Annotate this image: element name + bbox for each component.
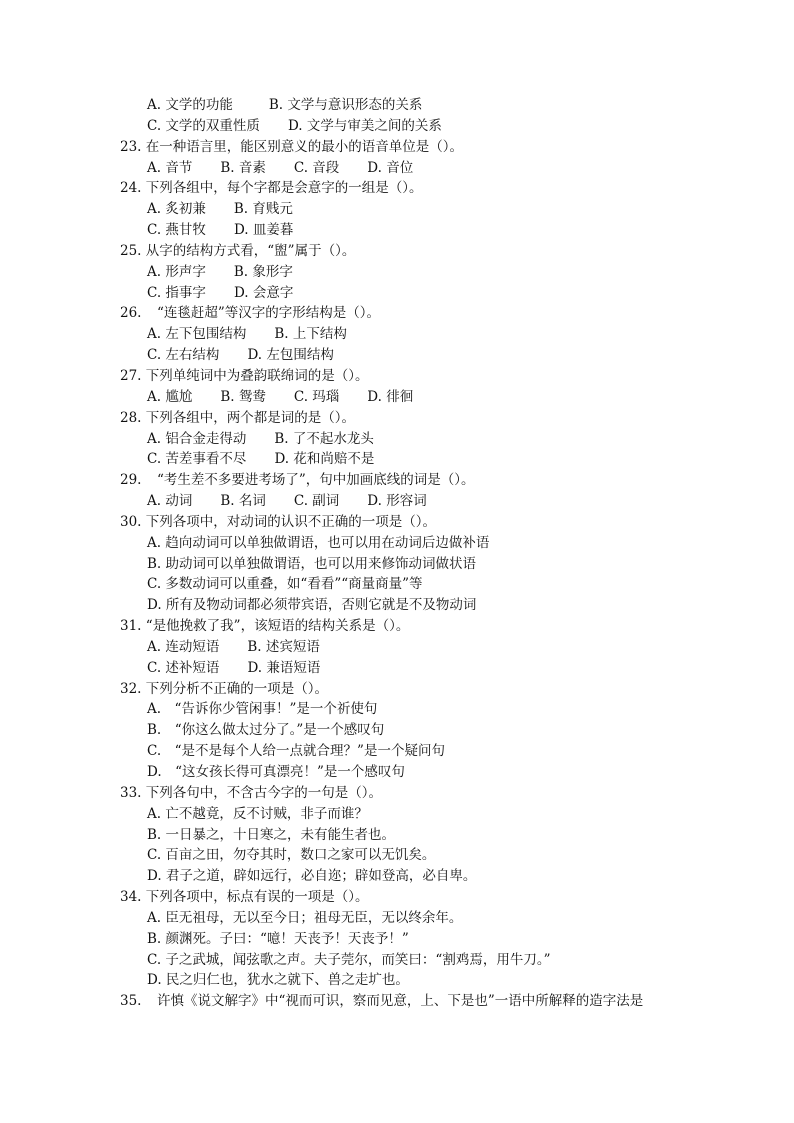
question-31 [120,616,720,637]
option-row [120,449,720,470]
option-c: C. 子之武城，闻弦歌之声。夫子莞尔，而笑曰：“割鸡焉，用牛刀。” [147,951,551,968]
option-a: A. 尴尬 [147,388,193,405]
option-a: A. 左下包围结构 [147,326,247,343]
option-row [120,95,720,116]
question-number: 27. [120,367,142,384]
question-text: “是他挽救了我”，该短语的结构关系是（）。 [145,618,410,635]
option-b: B. 育贱元 [233,201,293,218]
question-text: 许慎《说文解字》中“视而可识，察而见意，上、下是也”一语中所解释的造字法是 [157,993,644,1010]
option-row [120,491,720,512]
option-row [120,199,720,220]
question-number: 32. [120,680,142,697]
question-number: 33. [120,784,142,801]
option-row [120,429,720,450]
option-c: C. 左右结构 [147,347,220,364]
option-b: B. 鸳鸯 [220,388,266,405]
question-number: 30. [120,513,142,530]
question-28 [120,408,720,429]
question-24 [120,178,720,199]
question-number: 25. [120,242,142,259]
option-row [120,658,720,679]
option-row [120,387,720,408]
option-row [120,324,720,345]
option-c: C. 多数动词可以重叠，如“看看”“商量商量”等 [147,576,423,593]
option-b: B. 颜渊死。子曰：“噫！天丧予！天丧予！” [147,930,409,947]
option-d: D. 皿姜暮 [233,222,294,239]
option-b: B. 象形字 [233,263,293,280]
option-d: D. 形容词 [367,493,427,510]
question-34 [120,887,720,908]
option-row [120,637,720,658]
option-b: B. 了不起水龙头 [274,430,374,447]
option-row [120,116,720,137]
question-number: 28. [120,409,142,426]
option-a: A. 音节 [147,159,193,176]
question-29 [120,470,720,491]
option-c: C. “是不是每个人给一点就合理？”是一个疑问句 [147,743,445,760]
question-text: 在一种语言里，能区别意义的最小的语音单位是（）。 [145,138,464,155]
question-26 [120,303,720,324]
option-d: D. 民之归仁也，犹水之就下、兽之走圹也。 [147,972,409,989]
question-text: “连毯赶超”等汉字的字形结构是（）。 [157,305,381,322]
option-b: B. 助动词可以单独做谓语，也可以用来修饰动词做状语 [147,555,477,572]
option-c: C. 燕甘牧 [147,222,206,239]
option-a: A. 文学的功能 [147,97,233,113]
question-number: 35. [120,993,142,1010]
option-row [120,345,720,366]
option-row [120,283,720,304]
option-a: A. 连动短语 [147,638,220,655]
question-27 [120,366,720,387]
question-text: 下列各组中，两个都是词的是（）。 [145,409,356,426]
option-a: A. 臣无祖母，无以至今日；祖母无臣，无以终余年。 [147,909,463,926]
option-row [120,262,720,283]
question-number: 29. [120,472,142,489]
question-number: 34. [120,889,142,906]
option-b: B. 一日暴之，十日寒之，未有能生者也。 [147,826,396,843]
question-23 [120,137,720,158]
option-d: D. 君子之道，辟如远行，必自迩；辟如登高，必自卑。 [147,868,477,885]
option-d: D. 徘徊 [367,388,414,405]
option-c: C. 文学的双重性质 [147,117,260,134]
option-a: A. 趋向动词可以单独做谓语，也可以用在动词后边做补语 [147,534,490,551]
option-row [120,220,720,241]
option-a: A. 炙初兼 [147,201,206,218]
option-a: A. 亡不越竟，反不讨贼，非子而谁？ [147,805,368,822]
option-c: C. 述补短语 [147,659,220,676]
option-c: C. 苦差事看不尽 [147,451,247,468]
question-number: 31. [120,618,142,635]
question-number: 24. [120,180,142,197]
option-a: A. “告诉你少管闲事！”是一个祈使句 [147,701,378,718]
question-30 [120,512,720,533]
question-33 [120,783,720,804]
option-b: B. “你这么做太过分了。”是一个感叹句 [147,722,385,739]
question-text: 从字的结构方式看，“盥”属于（）。 [145,242,356,259]
option-c: C. 音段 [293,159,340,176]
option-d: D. 会意字 [233,284,294,301]
option-d: D. 所有及物动词都必须带宾语，否则它就是不及物动词 [147,597,477,614]
question-text: 下列各组中，每个字都是会意字的一组是（）。 [145,180,423,197]
question-text: 下列各项中，对动词的认识不正确的一项是（）。 [145,513,437,530]
option-d: D. 兼语短语 [247,659,321,676]
question-number: 26. [120,305,142,322]
question-list [120,95,720,1012]
question-text: “考生差不多要进考场了”，句中加画底线的词是（）。 [157,472,475,489]
option-c: C. 百亩之田，勿夺其时，数口之家可以无饥矣。 [147,847,436,864]
question-32 [120,679,720,700]
question-number: 23. [120,138,142,155]
option-d: D. 音位 [367,159,414,176]
option-b: B. 音素 [220,159,266,176]
option-c: C. 玛瑙 [293,388,340,405]
option-b: B. 上下结构 [274,326,347,343]
option-d: D. 左包围结构 [247,347,334,364]
option-b: B. 文学与意识形态的关系 [268,97,423,113]
option-a: A. 铝合金走得动 [147,430,247,447]
question-text: 下列单纯词中为叠韵联绵词的是（）。 [145,367,369,384]
option-a: A. 形声字 [147,263,206,280]
option-row [120,158,720,179]
option-b: B. 名词 [220,493,266,510]
option-a: A. 动词 [147,493,193,510]
question-text: 下列各项中，标点有误的一项是（）。 [145,889,369,906]
option-d: D. “这女孩长得可真漂亮！”是一个感叹句 [147,764,405,780]
option-d: D. 文学与审美之间的关系 [287,117,442,134]
question-35 [120,991,720,1012]
option-c: C. 指事字 [147,284,206,301]
question-text: 下列分析不正确的一项是（）。 [145,680,329,697]
question-25 [120,241,720,262]
option-d: D. 花和尚赔不是 [274,451,375,468]
option-b: B. 述宾短语 [247,638,320,655]
option-c: C. 副词 [293,493,340,510]
question-text: 下列各句中，不含古今字的一句是（）。 [145,784,383,801]
